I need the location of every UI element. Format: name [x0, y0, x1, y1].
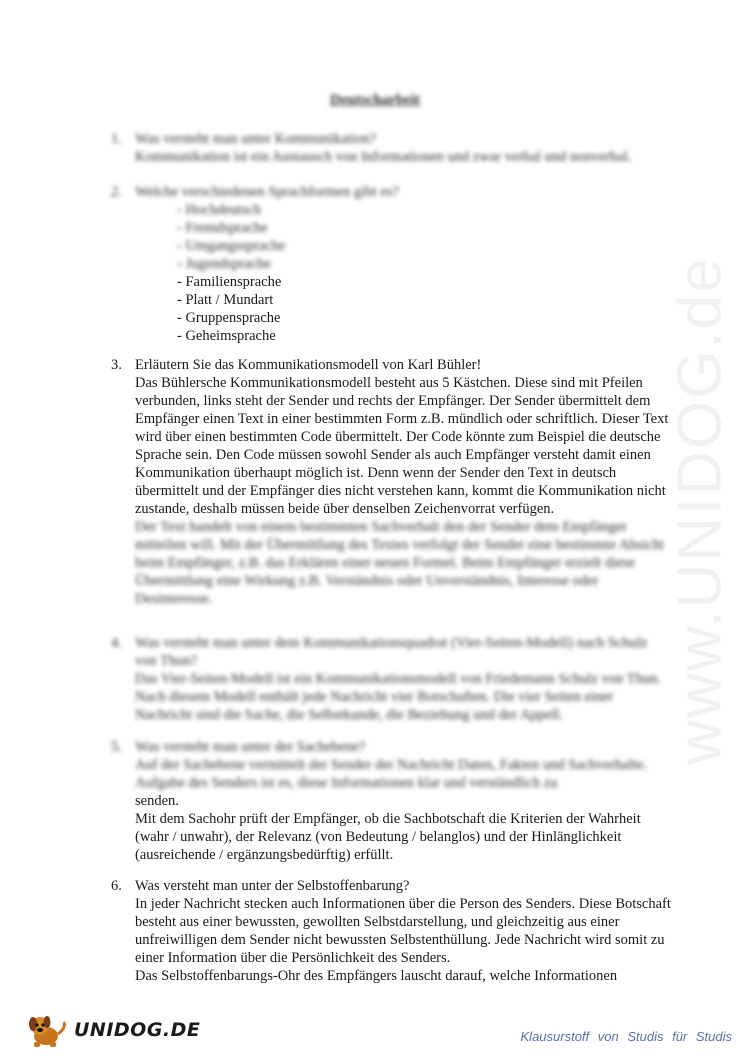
question-text: Erläutern Sie das Kommunikationsmodell von Karl Bühler! — [135, 357, 482, 373]
list-item: - Gruppensprache — [177, 310, 281, 326]
answer-text-tail: senden. — [135, 793, 179, 809]
answer-text: Mit dem Sachohr prüft der Empfänger, ob die Sachbotschaft die Kriterien der Wahrheit (wahr / unwahr), der Relevanz (von Bedeutung / belanglos) und der Hinlänglichkeit (ausreichende / ergänzungsbedürftig) erfüllt. — [135, 811, 641, 863]
watermark-text: www.UNIDOG.de — [665, 255, 735, 765]
answer-text: In jeder Nachricht stecken auch Informationen über die Person des Senders. Diese Botschaft besteht aus einer bewussten, gewollten Selbstdarstellung, und gleichzeitig aus einer unfreiwilligen dem Sender nicht bewussten Selbstenthüllung. Jede Nachricht wird somit zu einer Information über die Persönlichkeit des Senders. — [135, 896, 671, 966]
question-number: 2. — [111, 184, 122, 200]
logo-text: UNIDOG.DE — [74, 1019, 201, 1041]
question-text: Was versteht man unter Kommunikation? — [135, 131, 377, 147]
answer-text-blurred: Der Text handelt von einem bestimmten Sachverhalt den der Sender dem Empfänger mitteilen will. Mit der Übermittlung des Textes verfolgt der Sender eine bestimmte Absicht beim Empfänger, z.B. das Erklären einer neuen Formel. Beim Empfänger erzielt diese Übermittlung eine Wirkung z.B. Verständnis oder Unverständnis, Interesse oder Desinteresse. — [135, 519, 665, 607]
list-item: - Fremdsprache — [177, 220, 268, 236]
language-forms-list — [177, 201, 671, 345]
list-item: - Umgangssprache — [177, 238, 286, 254]
unidog-logo[interactable] — [24, 1012, 200, 1048]
answer-text: Das Bühlersche Kommunikationsmodell besteht aus 5 Kästchen. Diese sind mit Pfeilen verbunden, links steht der Sender und rechts der Empfänger. Der Sender übermittelt dem Empfänger einen Text in einer bestimmten Form z.B. mündlich oder schriftlich. Dieser Text wird über einen bestimmten Code übermittelt. Der Code könnte zum Beispiel die deutsche Sprache sein. Den Code müssen sowohl Sender als auch Empfänger versteht damit einen Kommunikation überhaupt möglich ist. Denn wenn der Sender den Text in deutsch übermittelt und der Empfänger dies nicht verstehen kann, kommt die Kommunikation nicht zustande, deshalb müssen beide über denselben Zeichenvorrat verfügen. — [135, 375, 669, 517]
question-2 — [111, 183, 671, 345]
footer-tagline: Klausurstoff von Studis für Studis — [520, 1029, 732, 1044]
list-item: - Geheimsprache — [177, 328, 276, 344]
question-6 — [111, 877, 671, 985]
list-item: - Platt / Mundart — [177, 292, 274, 308]
question-number: 5. — [111, 739, 122, 755]
list-item: - Familiensprache — [177, 274, 282, 290]
dog-mascot-icon — [24, 1012, 68, 1048]
answer-text: Kommunikation ist ein Austausch von Informationen und zwar verbal und nonverbal. — [135, 149, 632, 165]
document-title: Deutscharbeit — [330, 92, 420, 108]
question-text: Was versteht man unter dem Kommunikationsquadrat (Vier-Seiten-Modell) nach Schulz von Thun? — [135, 635, 648, 669]
question-number: 4. — [111, 635, 122, 651]
list-item: - Hochdeutsch — [177, 202, 262, 218]
question-5 — [111, 738, 671, 864]
answer-text: Das Vier-Seiten-Modell ist ein Kommunikationsmodell von Friedemann Schulz von Thun. Nach diesem Modell enthält jede Nachricht vier Botschaften. Die vier Seiten einer Nachricht sind die Sache, die Selbstkunde, die Beziehung und der Appell. — [135, 671, 661, 723]
question-text: Was versteht man unter der Selbstoffenbarung? — [135, 878, 410, 894]
question-4 — [111, 634, 671, 724]
question-number: 3. — [111, 357, 122, 373]
answer-text-continued: Das Selbstoffenbarungs-Ohr des Empfängers lauscht darauf, welche Informationen — [135, 968, 618, 984]
question-text: Welche verschiedenen Sprachformen gibt es? — [135, 184, 399, 200]
answer-text-blurred: Auf der Sachebene vermittelt der Sender der Nachricht Daten, Fakten und Sachverhalte. Aufgabe des Senders ist es, diese Informationen klar und verständlich zu — [135, 757, 647, 791]
question-number: 1. — [111, 131, 122, 147]
question-text: Was versteht man unter der Sachebene? — [135, 739, 366, 755]
question-number: 6. — [111, 878, 122, 894]
list-item: - Jugendsprache — [177, 256, 271, 272]
question-1 — [111, 130, 671, 166]
question-3 — [111, 356, 671, 608]
